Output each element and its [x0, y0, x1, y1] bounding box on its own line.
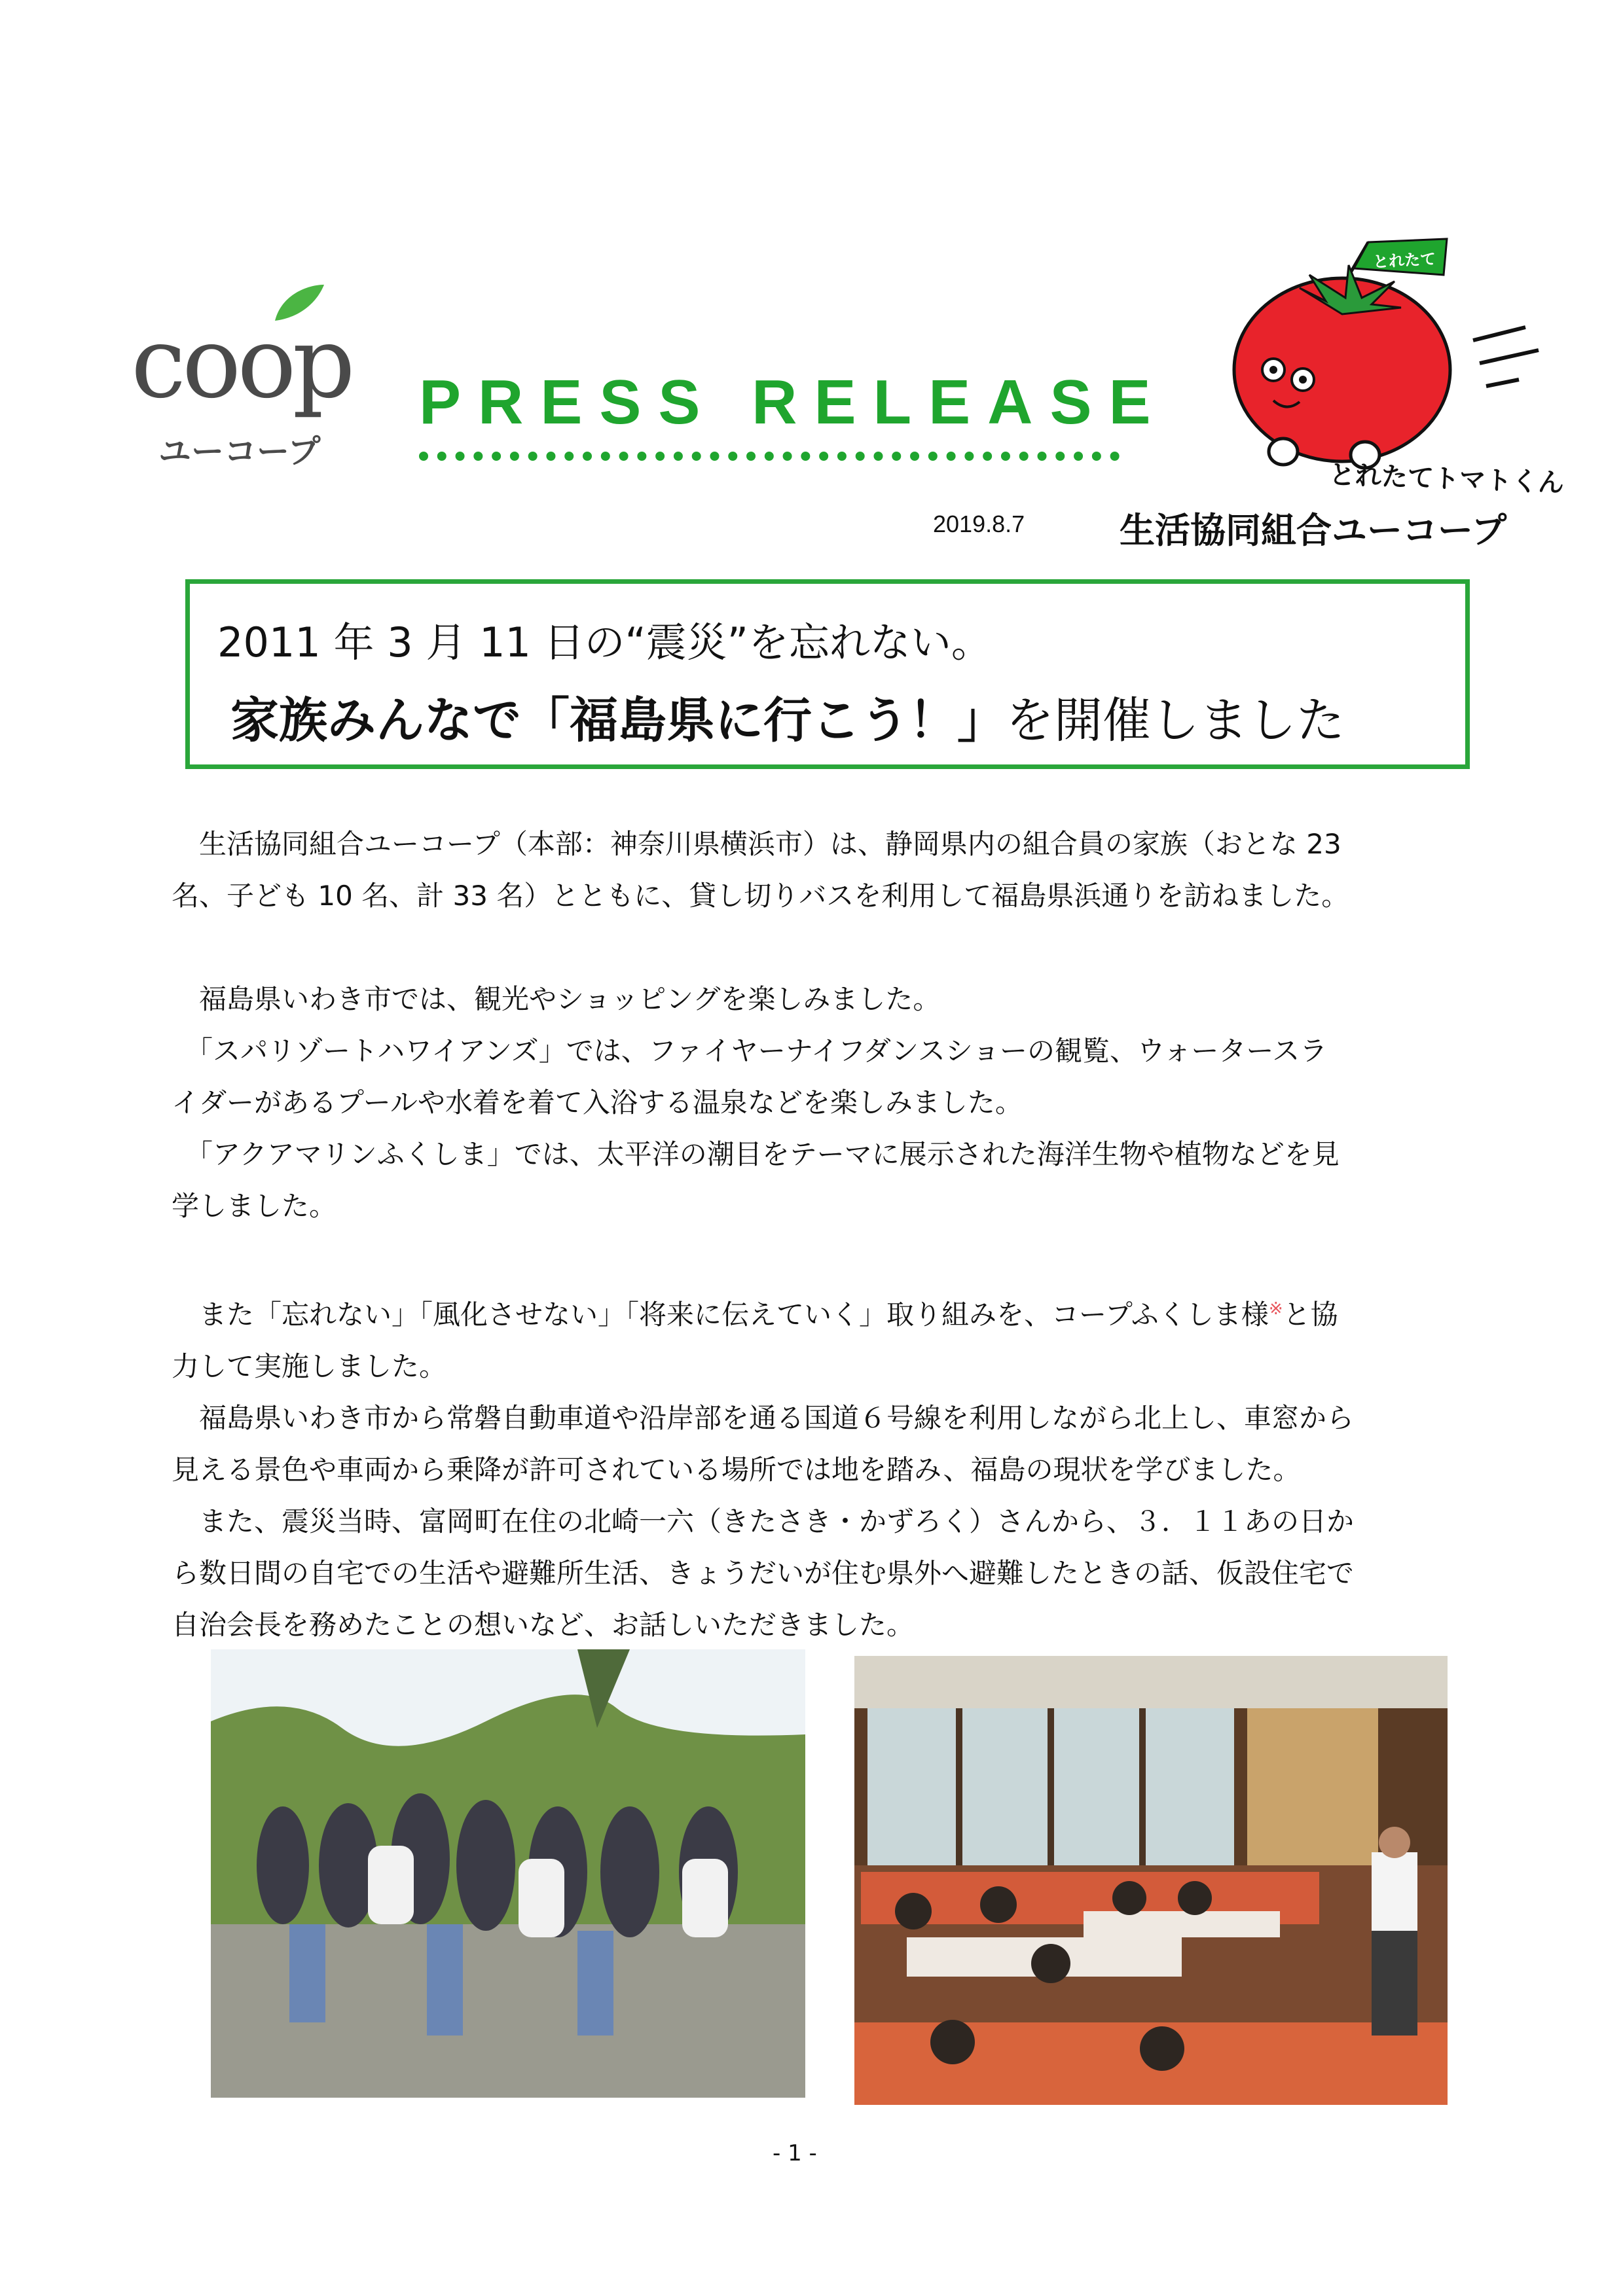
body-line: 学しました。: [172, 1190, 337, 1222]
page-number: - 1 -: [773, 2140, 817, 2166]
body-line: 自治会長を務めたことの想いなど、お話しいただきました。: [172, 1609, 915, 1641]
organization-name: 生活協同組合ユーコープ: [1120, 510, 1507, 551]
photo-outdoor-group: [211, 1649, 805, 2098]
headline-title: [230, 682, 1345, 751]
mascot-flag-text: とれたて: [1372, 249, 1436, 272]
coop-logo: [131, 288, 352, 471]
headline-box: [185, 579, 1470, 769]
press-release-title: PRESS RELEASE: [419, 367, 1168, 437]
mascot-caption: とれたてトマトくん: [1328, 459, 1565, 499]
body-line-part: と協: [1283, 1299, 1338, 1331]
body-line: 福島県いわき市から常磐自動車道や沿岸部を通る国道６号線を利用しながら北上し、車窓から: [172, 1402, 1355, 1434]
body-line: イダーがあるプールや水着を着て入浴する温泉などを楽しみました。: [172, 1086, 1023, 1119]
body-line-part: また「忘れない」「風化させない」「将来に伝えていく」取り組みを、コープふくしま様: [172, 1299, 1269, 1331]
body-line: 見える景色や車両から乗降が許可されている場所では地を踏み、福島の現状を学びました。: [172, 1454, 1301, 1486]
release-date: 2019.8.7: [933, 511, 1025, 537]
headline-subtitle: 2011 年 3 月 11 日の“震災”を忘れない。: [217, 619, 992, 666]
body-line: また、震災当時、富岡町在住の北崎一六（きたさき・かずろく）さんから、３．１１あの日か: [172, 1505, 1355, 1537]
body-line: ら数日間の自宅での生活や避難所生活、きょうだいが住む県外へ避難したときの話、仮設住宅で: [172, 1557, 1355, 1589]
body-line: 福島県いわき市では、観光やショッピングを楽しみました。: [172, 983, 941, 1015]
body-line: 名、子ども 10 名、計 33 名）とともに、貸し切りバスを利用して福島県浜通りを訪ねました。: [172, 880, 1349, 912]
body-line: 力して実施しました。: [172, 1350, 447, 1382]
headline-title-rest: を開催しました: [1006, 692, 1345, 749]
body-line: 「スパリゾートハワイアンズ」では、ファイヤーナイフダンスショーの観覧、ウォータースラ: [172, 1035, 1328, 1067]
body-line: 生活協同組合ユーコープ（本部：神奈川県横浜市）は、静岡県内の組合員の家族（おとな 23: [172, 828, 1341, 860]
logo-word: coop: [131, 306, 352, 420]
body-text: [172, 818, 1455, 1651]
headline-title-strong: 家族みんなで「福島県に行こう！」: [230, 692, 1006, 749]
title-dotted-underline: [419, 452, 1120, 461]
body-line: [172, 1283, 1455, 1340]
photo-indoor-talk: [854, 1656, 1448, 2105]
logo-kana: ユーコープ: [158, 433, 321, 471]
footnote-mark: ※: [1268, 1299, 1283, 1319]
body-line: 「アクアマリンふくしま」では、太平洋の潮目をテーマに展示された海洋生物や植物などを見: [172, 1138, 1340, 1170]
